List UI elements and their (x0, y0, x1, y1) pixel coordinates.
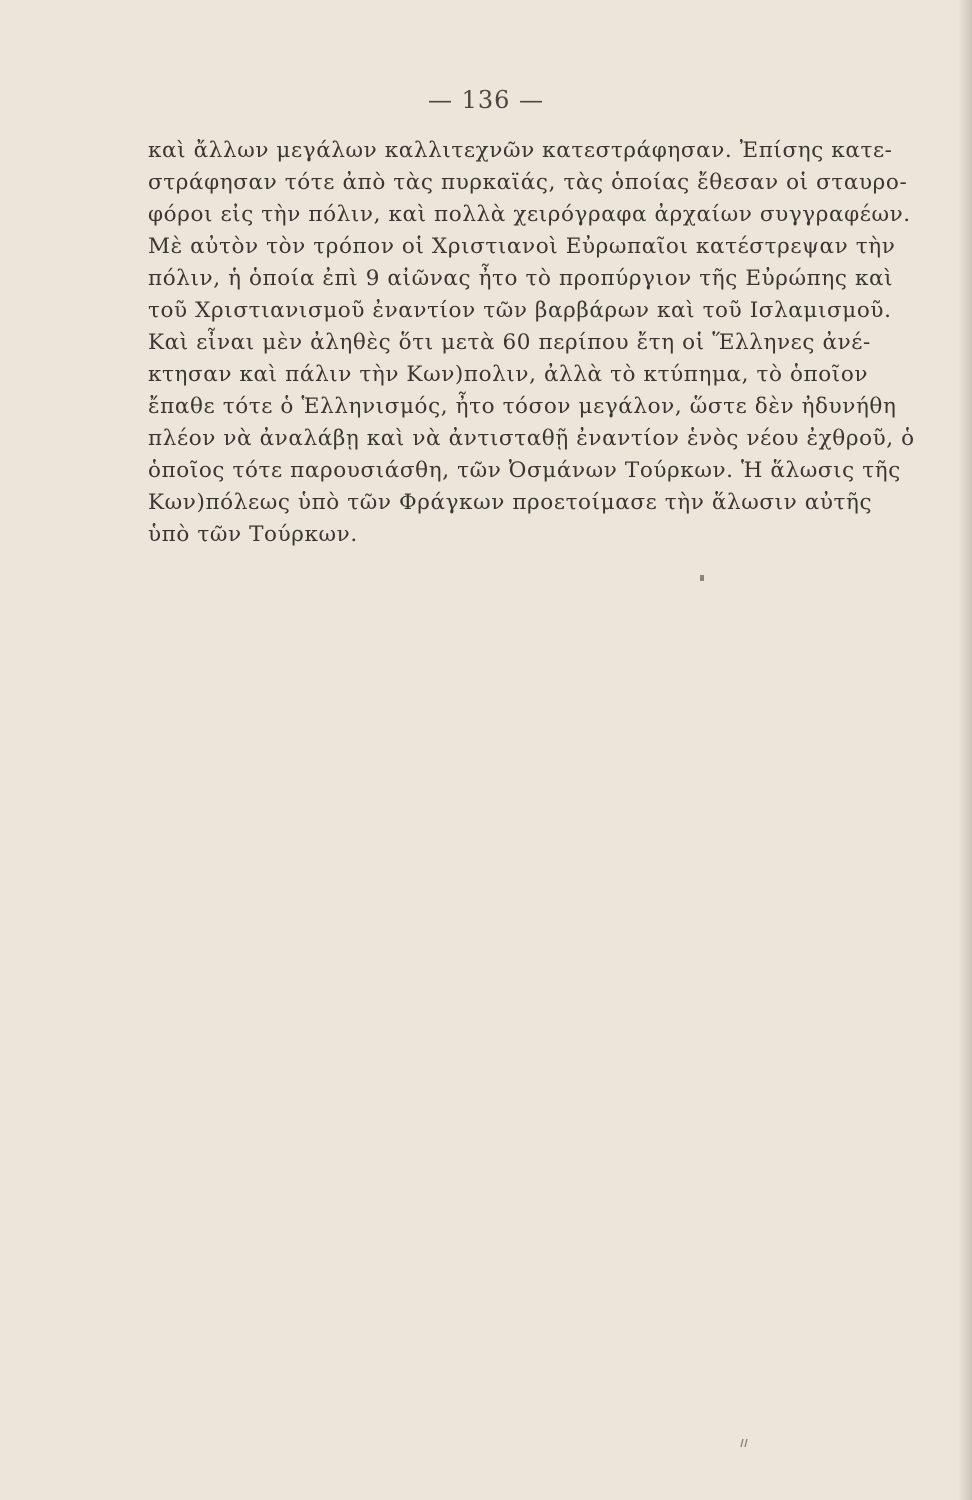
page-number: — 136 — (427, 86, 545, 114)
text-line: ἔπαθε τότε ὁ Ἑλληνισμός, ἦτο τόσον μεγάλον, ὥστε δὲν ἠδυνήθη (148, 394, 897, 419)
text-line: ὑπὸ τῶν Τούρκων. (148, 522, 358, 547)
text-line: καὶ ἄλλων μεγάλων καλλιτεχνῶν κατεστράφησαν. Ἐπίσης κατε- (148, 138, 893, 163)
text-line: κτησαν καὶ πάλιν τὴν Κων)πολιν, ἀλλὰ τὸ κτύπημα, τὸ ὁποῖον (148, 362, 869, 387)
ink-speck (741, 1439, 747, 1447)
text-line: Μὲ αὐτὸν τὸν τρόπον οἱ Χριστιανοὶ Εὐρωπαῖοι κατέστρεψαν τὴν (148, 234, 896, 259)
ink-speck (700, 575, 704, 581)
text-line: ὁποῖος τότε παρουσιάσθη, τῶν Ὀσμάνων Τούρκων. Ἡ ἅλωσις τῆς (148, 458, 901, 483)
text-line: πλέον νὰ ἀναλάβῃ καὶ νὰ ἀντισταθῇ ἐναντίον ἑνὸς νέου ἐχθροῦ, ὁ (148, 426, 915, 451)
text-line: Καὶ εἶναι μὲν ἀληθὲς ὅτι μετὰ 60 περίπου ἔτη οἱ Ἕλληνες ἀνέ- (148, 330, 871, 355)
text-line: πόλιν, ἡ ὁποία ἐπὶ 9 αἰῶνας ἦτο τὸ προπύργιον τῆς Εὐρώπης καὶ (148, 266, 894, 291)
text-line: τοῦ Χριστιανισμοῦ ἐναντίον τῶν βαρβάρων καὶ τοῦ Ισλαμισμοῦ. (148, 298, 892, 323)
text-line: Κων)πόλεως ὑπὸ τῶν Φράγκων προετοίμασε τὴν ἅλωσιν αὐτῆς (148, 490, 873, 515)
text-line: στράφησαν τότε ἀπὸ τὰς πυρκαϊάς, τὰς ὁποίας ἔθεσαν οἱ σταυρο- (148, 170, 908, 195)
text-line: φόροι εἰς τὴν πόλιν, καὶ πολλὰ χειρόγραφα ἀρχαίων συγγραφέων. (148, 202, 911, 227)
